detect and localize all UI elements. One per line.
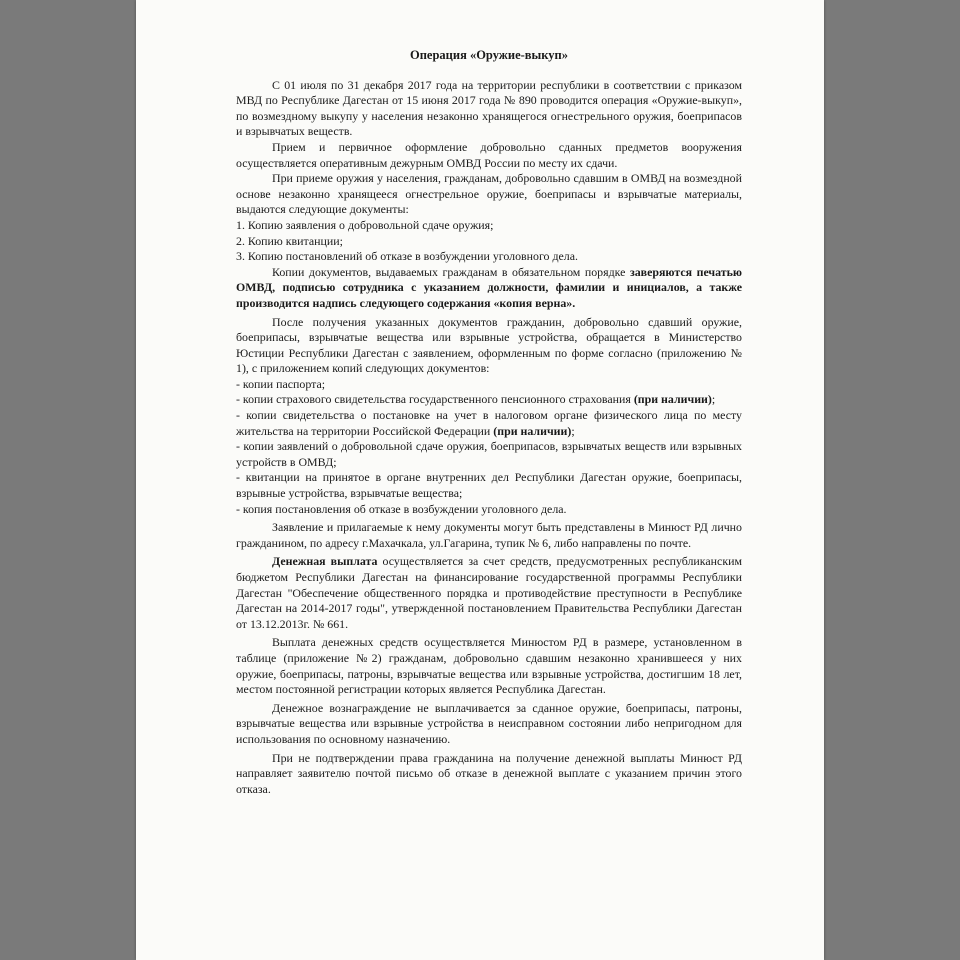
required-document-passport: - копии паспорта;	[236, 376, 326, 391]
issued-document-item-1: 1. Копию заявления о добровольной сдаче оружия;	[236, 217, 494, 232]
paragraph-certification	[236, 265, 742, 312]
paragraph-refusal: При не подтверждении права гражданина на получение денежной выплаты Минюст РД направляет заявителю почтой письмо об отказе в денежной выплате с указанием причин этого отказа.	[236, 750, 742, 796]
required-document-tax	[236, 408, 742, 439]
certification-text: Копии документов, выдаваемых гражданам в обязательном порядке	[272, 264, 626, 279]
required-document-receipts: - квитанции на принятое в органе внутренних дел Республики Дагестан оружие, боеприпасы, взрывные устройства, взрывчатые вещества;	[236, 470, 742, 501]
required-document-refusal: - копия постановления об отказе в возбуждении уголовного дела.	[236, 501, 567, 516]
required-document-pension	[236, 392, 742, 408]
paragraph-intro: С 01 июля по 31 декабря 2017 года на территории республики в соответствии с приказом МВД по Республике Дагестан от 15 июня 2017 года № 890 проводится операция «Оружие-выкуп», по возмездному выкупу у населения незаконно хранящегося огнестрельного оружия, боеприпасов и взрывчатых веществ.	[236, 77, 742, 139]
certification-bold-text: заверяются печатью ОМВД, подписью сотрудника с указанием должности, фамилии и инициалов, а также производится надпись следующего содержания «копия верна».	[236, 264, 742, 310]
paragraph-payment-amount: Выплата денежных средств осуществляется Минюстом РД в размере, установленном в таблице (приложение №2) гражданам, добровольно сдавшим незаконно хранившееся у них оружие, боеприпасы, патроны, взрывчатые вещества или взрывные устройства, достигшим 18 лет, местом постоянной регистрации которых является Республика Дагестан.	[236, 635, 742, 697]
pension-note: (при наличии)	[633, 392, 712, 407]
pension-end: ;	[711, 392, 716, 407]
issued-document-item-3: 3. Копию постановлений об отказе в возбуждении уголовного дела.	[236, 249, 578, 264]
paragraph-payment-funding	[236, 554, 742, 632]
scanned-page	[136, 0, 824, 960]
pension-text: - копии страхового свидетельства государственного пенсионного страхования	[236, 392, 631, 407]
paragraph-documents-issued: При приеме оружия у населения, гражданам, добровольно сдавшим в ОМВД на возмездной основе незаконно хранящееся огнестрельное оружие, боеприпасы и взрывчатые материалы, выдаются следующие документы:	[236, 171, 742, 217]
tax-note: (при наличии)	[493, 423, 572, 438]
paragraph-reception: Прием и первичное оформление добровольно сданных предметов вооружения осуществляется оперативным дежурным ОМВД России по месту их сдачи.	[236, 139, 742, 170]
payment-bold-text: Денежная выплата	[272, 554, 378, 569]
paragraph-application: После получения указанных документов гражданин, добровольно сдавший оружие, боеприпасы, взрывчатые вещества или взрывные устройства, обращается в Министерство Юстиции Республики Дагестан с заявлением, оформленным по форме согласно (приложению № 1), с приложением копий следующих документов:	[236, 314, 742, 376]
paragraph-no-reward: Денежное вознаграждение не выплачивается за сданное оружие, боеприпасы, патроны, взрывчатые вещества или взрывные устройства в неисправном состоянии либо непригодном для использования по основному назначению.	[236, 700, 742, 746]
document-body	[236, 48, 742, 797]
tax-text: - копии свидетельства о постановке на учет в налоговом органе физического лица по месту жительства на территории Российской Федерации	[236, 408, 742, 438]
payment-funding-text: осуществляется за счет средств, предусмотренных республиканским бюджетом Республики Дагестан на финансирование государственной программы Республики Дагестан "Обеспечение общественного порядка и противодействие преступности в Республике Дагестан на 2014-2017 годы", утвержденной постановлением Правительства Республики Дагестан от 13.12.2013г. № 661.	[236, 554, 742, 631]
issued-document-item-2: 2. Копию квитанции;	[236, 233, 343, 248]
required-document-statements: - копии заявлений о добровольной сдаче оружия, боеприпасов, взрывчатых веществ или взрывных устройств в ОМВД;	[236, 439, 742, 469]
paragraph-submission: Заявление и прилагаемые к нему документы могут быть представлены в Минюст РД лично гражданином, по адресу г.Махачкала, ул.Гагарина, тупик № 6, либо направлены по почте.	[236, 520, 742, 550]
document-title: Операция «Оружие-выкуп»	[409, 48, 569, 62]
tax-end: ;	[571, 423, 575, 438]
